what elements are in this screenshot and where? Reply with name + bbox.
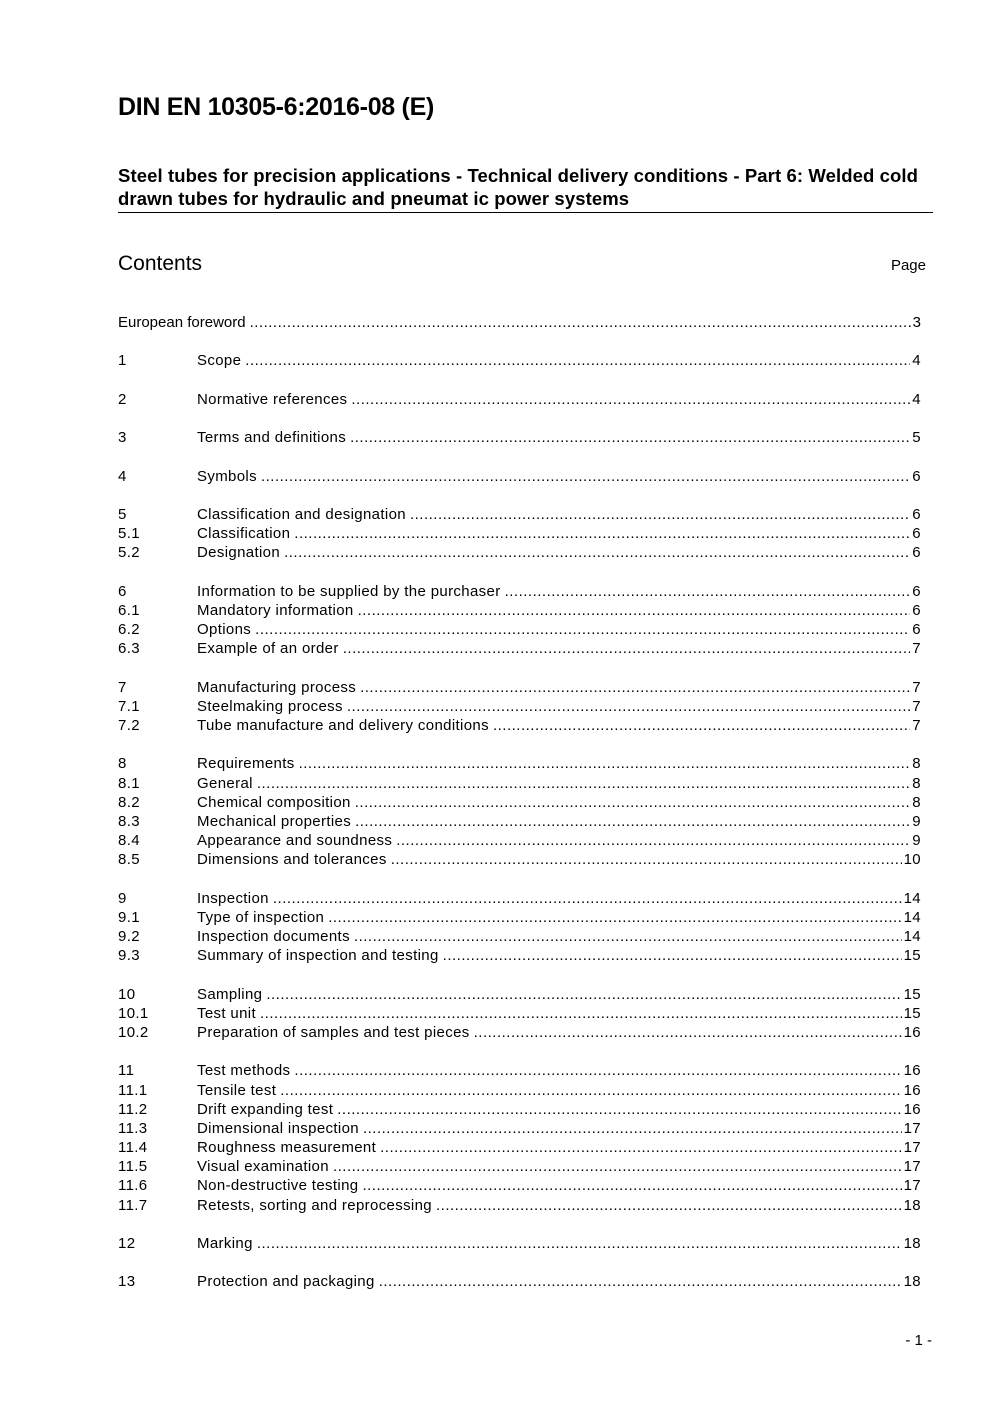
toc-leader-dots [443, 947, 902, 964]
toc-entry[interactable] [118, 1158, 921, 1177]
toc-leader-dots [505, 583, 911, 600]
toc-group [118, 890, 921, 967]
toc-entry-label: Mandatory information [197, 601, 354, 619]
toc-entry-page: 6 [912, 467, 921, 485]
toc-entry-number: 2 [118, 390, 127, 408]
toc-entry-page: 4 [912, 390, 921, 408]
toc-entry-label: Retests, sorting and reprocessing [197, 1196, 432, 1214]
toc-entry-label: General [197, 774, 253, 792]
toc-leader-dots [355, 794, 911, 811]
toc-entry[interactable] [118, 1082, 921, 1101]
toc-entry-label: Classification [197, 525, 291, 543]
toc-group [118, 1235, 921, 1254]
toc-entry[interactable] [118, 1235, 921, 1254]
toc-group [118, 986, 921, 1044]
toc-entry-number: 11 [118, 1062, 135, 1080]
toc-entry-number: 13 [118, 1273, 136, 1291]
toc-leader-dots [493, 717, 910, 734]
toc-entry-number: 8 [118, 755, 127, 773]
toc-entry-page: 17 [903, 1139, 921, 1157]
toc-entry-number: 7 [118, 678, 127, 696]
toc-entry-page: 7 [912, 678, 921, 696]
toc-entry-page: 9 [912, 832, 921, 850]
toc-entry-page: 14 [903, 908, 921, 926]
toc-entry[interactable] [118, 909, 921, 928]
toc-entry-label: Classification and designation [197, 505, 406, 523]
toc-entry-number: 11.4 [118, 1139, 148, 1157]
toc-entry-label: Tube manufacture and delivery conditions [197, 716, 489, 734]
toc-entry[interactable] [118, 583, 921, 602]
toc-entry-label: Drift expanding test [197, 1100, 334, 1118]
toc-entry-label: Sampling [197, 985, 263, 1003]
toc-leader-dots [360, 679, 910, 696]
toc-entry-label: Summary of inspection and testing [197, 947, 439, 965]
toc-leader-dots [294, 1062, 901, 1079]
document-title: Steel tubes for precision applications - Technical delivery conditions - Part 6: Welded cold drawn tubes for hydraulic and pneumat ic power systems [118, 164, 933, 213]
toc-leader-dots [260, 1005, 902, 1022]
toc-entry[interactable] [118, 755, 921, 774]
toc-entry[interactable] [118, 851, 921, 870]
toc-entry-number: 5 [118, 505, 127, 523]
toc-entry[interactable] [118, 813, 921, 832]
toc-entry[interactable] [118, 640, 921, 659]
toc-entry-label: Example of an order [197, 640, 339, 658]
toc-entry-page: 9 [912, 812, 921, 830]
toc-entry-number: 5.2 [118, 544, 140, 562]
toc-entry-label: Terms and definitions [197, 429, 347, 447]
toc-entry-page: 6 [912, 525, 921, 543]
toc-entry-number: 7.1 [118, 697, 140, 715]
toc-entry-number: 10.2 [118, 1023, 149, 1041]
toc-entry[interactable] [118, 1024, 921, 1043]
toc-entry-label: Designation [197, 544, 281, 562]
toc-leader-dots [337, 1101, 901, 1118]
toc-entry[interactable] [118, 679, 921, 698]
toc-leader-dots [294, 525, 910, 542]
toc-entry-number: 8.3 [118, 812, 140, 830]
toc-entry-page: 8 [912, 793, 921, 811]
toc-leader-dots [362, 1177, 901, 1194]
toc-entry[interactable] [118, 928, 921, 947]
contents-heading: Contents [118, 252, 203, 275]
toc-entry-number: 8.4 [118, 832, 140, 850]
toc-entry-number: 11.3 [118, 1119, 148, 1137]
toc-entry[interactable] [118, 794, 921, 813]
toc-leader-dots [280, 1082, 901, 1099]
toc-entry[interactable] [118, 698, 921, 717]
toc-entry-number: 8.1 [118, 774, 140, 792]
toc-leader-dots [351, 391, 910, 408]
toc-entry-number: 11.2 [118, 1100, 148, 1118]
toc-entry-page: 10 [903, 851, 921, 869]
toc-entry-label: Options [197, 621, 252, 638]
toc-entry-label: Protection and packaging [197, 1273, 375, 1291]
toc-group [118, 391, 921, 410]
toc-group [118, 583, 921, 660]
toc-entry-page: 4 [912, 352, 921, 370]
toc-entry-page: 18 [903, 1273, 921, 1291]
toc-entry[interactable] [118, 832, 921, 851]
toc-leader-dots [257, 775, 910, 792]
toc-entry-page: 14 [903, 928, 921, 945]
toc-entry-label: Inspection [197, 889, 269, 907]
toc-entry-page: 3 [912, 314, 921, 331]
toc-entry-number: 9.2 [118, 928, 140, 945]
toc-entry-page: 8 [912, 774, 921, 792]
toc-entry-label: Steelmaking process [197, 697, 343, 715]
toc-entry-label: Symbols [197, 467, 257, 485]
toc-entry-number: 9.3 [118, 947, 140, 965]
toc-entry-number: 3 [118, 429, 127, 447]
toc-entry-label: Dimensional inspection [197, 1119, 359, 1137]
toc-entry[interactable] [118, 1101, 921, 1120]
toc-entry-label: Mechanical properties [197, 812, 352, 830]
toc-entry-label: Test unit [197, 1004, 257, 1022]
toc-leader-dots [284, 544, 910, 561]
toc-entry[interactable] [118, 1273, 921, 1292]
toc-entry-label: Non-destructive testing [197, 1177, 359, 1195]
toc-entry-page: 17 [903, 1177, 921, 1195]
toc-entry-label: Requirements [197, 755, 295, 773]
document-id: DIN EN 10305-6:2016-08 (E) [118, 93, 434, 121]
toc-group [118, 755, 921, 870]
toc-entry-number: 8.2 [118, 793, 140, 811]
toc-leader-dots [257, 1235, 902, 1252]
toc-entry-label: Normative references [197, 390, 348, 408]
toc-entry-page: 6 [912, 544, 921, 562]
toc-entry-number: 11.6 [118, 1177, 148, 1195]
toc-group [118, 679, 921, 737]
toc-entry-label: European foreword [118, 314, 246, 331]
toc-entry-number: 4 [118, 467, 127, 485]
toc-group [118, 506, 921, 564]
toc-entry-number: 11.1 [118, 1081, 148, 1099]
toc-entry-page: 15 [903, 947, 921, 965]
toc-entry-page: 6 [912, 601, 921, 619]
toc-leader-dots [358, 602, 911, 619]
toc-leader-dots [396, 832, 910, 849]
toc-entry-page: 18 [903, 1196, 921, 1214]
toc-entry-page: 7 [912, 716, 921, 734]
toc-entry-page: 14 [903, 889, 921, 907]
toc-leader-dots [363, 1120, 902, 1137]
toc-entry-page: 6 [912, 582, 921, 600]
toc-entry-number: 6.2 [118, 621, 140, 638]
toc-entry-page: 5 [912, 429, 921, 447]
toc-entry-number: 10.1 [118, 1004, 149, 1022]
toc-leader-dots [250, 314, 911, 331]
toc-entry-page: 7 [912, 640, 921, 658]
toc-entry[interactable] [118, 352, 921, 371]
toc-group [118, 468, 921, 487]
toc-entry-page: 18 [903, 1235, 921, 1252]
toc-entry[interactable] [118, 429, 921, 448]
toc-leader-dots [333, 1158, 902, 1175]
toc-entry[interactable] [118, 602, 921, 621]
toc-entry-page: 16 [903, 1081, 921, 1099]
toc-leader-dots [380, 1139, 901, 1156]
toc-leader-dots [273, 890, 902, 907]
toc-entry[interactable] [118, 1197, 921, 1216]
toc-entry-label: Preparation of samples and test pieces [197, 1023, 470, 1041]
page-column-label: Page [890, 257, 926, 274]
toc-leader-dots [347, 698, 910, 715]
toc-entry-page: 15 [903, 985, 921, 1003]
toc-leader-dots [350, 429, 910, 446]
toc-entry-number: 6.3 [118, 640, 140, 658]
toc-leader-dots [299, 755, 911, 772]
toc-entry[interactable] [118, 890, 921, 909]
toc-entry-page: 6 [912, 621, 921, 638]
toc-entry-foreword[interactable] [118, 314, 921, 333]
toc-entry-label: Marking [197, 1235, 253, 1252]
toc-entry-label: Roughness measurement [197, 1139, 377, 1157]
toc-entry[interactable] [118, 986, 921, 1005]
toc-entry-page: 16 [903, 1062, 921, 1080]
toc-leader-dots [474, 1024, 902, 1041]
toc-entry[interactable] [118, 621, 921, 640]
toc-entry-page: 16 [903, 1100, 921, 1118]
toc-entry[interactable] [118, 391, 921, 410]
toc-entry-label: Type of inspection [197, 908, 325, 926]
toc-leader-dots [266, 986, 901, 1003]
page-number: - 1 - [905, 1332, 932, 1349]
toc-entry-number: 11.5 [118, 1158, 148, 1176]
toc-leader-dots [354, 928, 902, 945]
toc-entry-label: Appearance and soundness [197, 832, 393, 850]
toc-leader-dots [391, 851, 902, 868]
toc-entry-label: Tensile test [197, 1081, 277, 1099]
toc-entry-page: 6 [912, 505, 921, 523]
toc-entry[interactable] [118, 947, 921, 966]
toc-entry-page: 7 [912, 697, 921, 715]
toc-leader-dots [436, 1197, 902, 1214]
toc-entry[interactable] [118, 1139, 921, 1158]
toc-entry[interactable] [118, 525, 921, 544]
toc-entry-page: 16 [903, 1023, 921, 1041]
toc-leader-dots [261, 468, 910, 485]
toc-entry[interactable] [118, 1005, 921, 1024]
toc-entry[interactable] [118, 468, 921, 487]
toc-entry-page: 8 [912, 755, 921, 773]
toc-entry-label: Chemical composition [197, 793, 351, 811]
toc-leader-dots [355, 813, 910, 830]
toc-entry[interactable] [118, 544, 921, 563]
toc-entry-label: Test methods [197, 1062, 291, 1080]
toc-leader-dots [245, 352, 910, 369]
toc-entry-number: 6 [118, 582, 127, 600]
toc-leader-dots [379, 1273, 902, 1290]
toc-group [118, 352, 921, 371]
toc-entry-number: 8.5 [118, 851, 140, 869]
toc-leader-dots [328, 909, 901, 926]
toc-entry[interactable] [118, 1062, 921, 1081]
toc-entry[interactable] [118, 506, 921, 525]
toc-entry[interactable] [118, 1120, 921, 1139]
toc-entry-number: 7.2 [118, 716, 140, 734]
toc-entry-number: 1 [118, 352, 127, 370]
toc-entry-number: 5.1 [118, 525, 140, 543]
toc-entry-number: 10 [118, 985, 136, 1003]
toc-group [118, 1062, 921, 1216]
toc-entry-number: 9 [118, 889, 127, 907]
toc-entry-page: 15 [903, 1004, 921, 1022]
toc-entry-label: Visual examination [197, 1158, 329, 1176]
toc-group [118, 429, 921, 448]
toc-entry[interactable] [118, 775, 921, 794]
toc-leader-dots [410, 506, 910, 523]
toc-group [118, 1273, 921, 1292]
toc-leader-dots [255, 621, 910, 638]
table-of-contents [118, 314, 921, 1293]
toc-entry-number: 6.1 [118, 601, 140, 619]
toc-entry-label: Scope [197, 352, 242, 370]
toc-entry[interactable] [118, 717, 921, 736]
toc-leader-dots [343, 640, 911, 657]
toc-entry-label: Inspection documents [197, 928, 350, 945]
toc-entry-page: 17 [903, 1119, 921, 1137]
toc-entry[interactable] [118, 1177, 921, 1196]
toc-entry-label: Information to be supplied by the purchaser [197, 582, 501, 600]
toc-entry-label: Dimensions and tolerances [197, 851, 387, 869]
toc-entry-label: Manufacturing process [197, 678, 357, 696]
toc-entry-number: 12 [118, 1235, 136, 1252]
toc-entry-number: 11.7 [118, 1196, 148, 1214]
toc-entry-page: 17 [903, 1158, 921, 1176]
toc-entry-number: 9.1 [118, 908, 140, 926]
